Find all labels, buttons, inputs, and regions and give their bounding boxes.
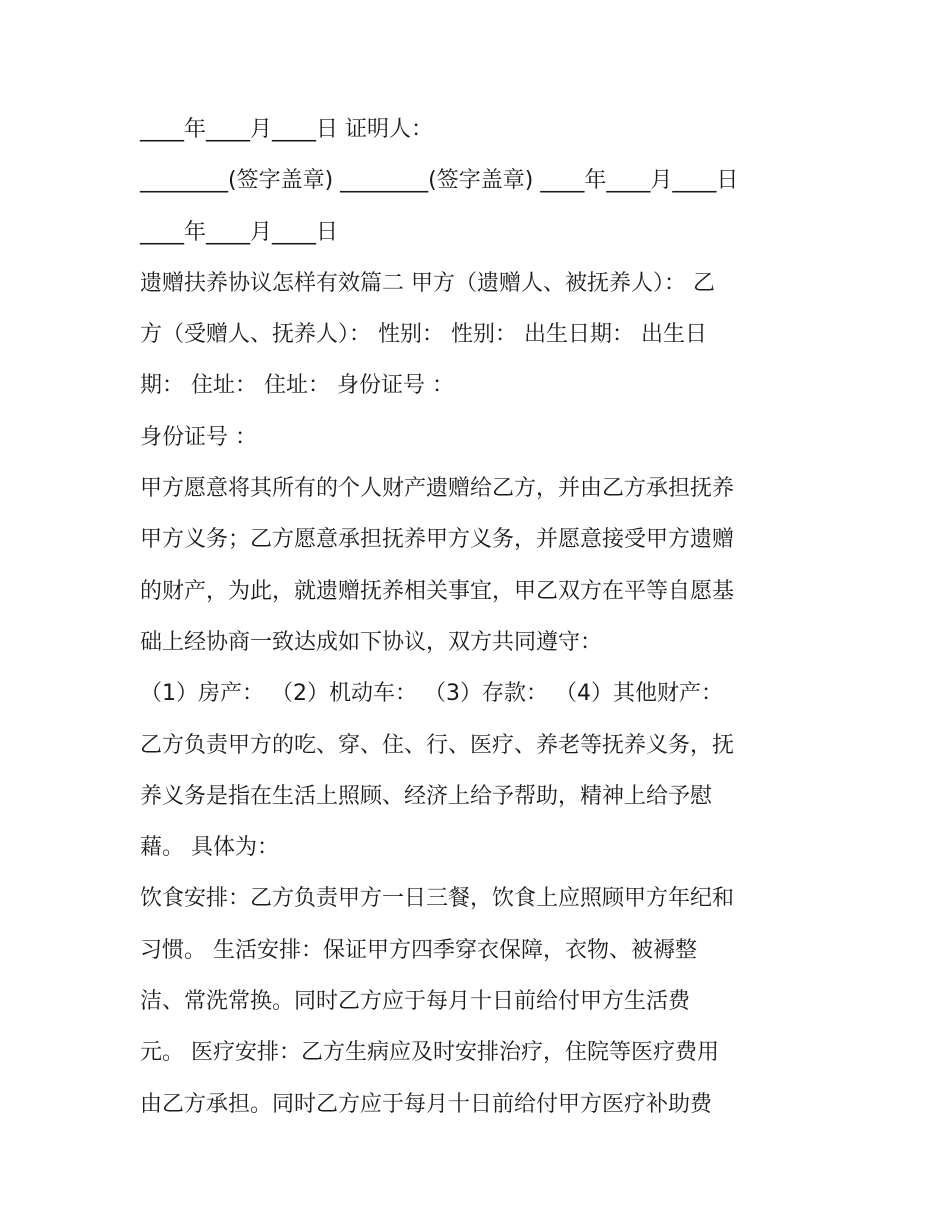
paragraph-line: 饮食安排：乙方负责甲方一日三餐，饮食上应照顾甲方年纪和 <box>140 886 735 912</box>
paragraph-line: 甲方义务；乙方愿意承担抚养甲方义务，并愿意接受甲方遗赠 <box>140 527 735 553</box>
paragraph-line: 期： 住址： 住址： 身份证号 ： <box>140 373 454 399</box>
paragraph-line: 础上经协商一致达成如下协议，双方共同遵守： <box>140 629 603 655</box>
paragraph-line: 藉。 具体为： <box>140 835 279 861</box>
paragraph-line: 元。 医疗安排：乙方生病应及时安排治疗，住院等医疗费用 <box>140 1040 719 1066</box>
property-list-line: （1）房产： （2）机动车： （3）存款： （4）其他财产： <box>140 681 723 707</box>
paragraph-line: 的财产，为此，就遗赠抚养相关事宜，甲乙双方在平等自愿基 <box>140 578 735 604</box>
document-body <box>140 104 820 1130</box>
paragraph-line: 养义务是指在生活上照顾、经济上给予帮助，精神上给予慰 <box>140 783 713 809</box>
date-witness-line: ____年____月____日 证明人： <box>140 117 433 142</box>
paragraph-line: 甲方愿意将其所有的个人财产遗赠给乙方，并由乙方承担抚养 <box>140 476 735 502</box>
paragraph-line: 乙方负责甲方的吃、穿、住、行、医疗、养老等抚养义务，抚 <box>140 732 735 758</box>
paragraph-line: 由乙方承担。同时乙方应于每月十日前给付甲方医疗补助费 <box>140 1091 713 1117</box>
paragraph-line: 洁、常洗常换。同时乙方应于每月十日前给付甲方生活费 <box>140 989 691 1015</box>
paragraph-line: 习惯。 生活安排：保证甲方四季穿衣保障，衣物、被褥整 <box>140 937 697 963</box>
paragraph-line: 方（受赠人、抚养人）： 性别： 性别： 出生日期： 出生日 <box>140 322 707 348</box>
paragraph-line: 遗赠扶养协议怎样有效篇二 甲方（遗赠人、被抚养人）： 乙 <box>140 270 715 296</box>
date-line: ____年____月____日 <box>140 219 339 245</box>
signature-line: ________(签字盖章) ________(签字盖章) ____年____月____日 <box>140 168 739 194</box>
paragraph-line: 身份证号 ： <box>140 424 257 450</box>
